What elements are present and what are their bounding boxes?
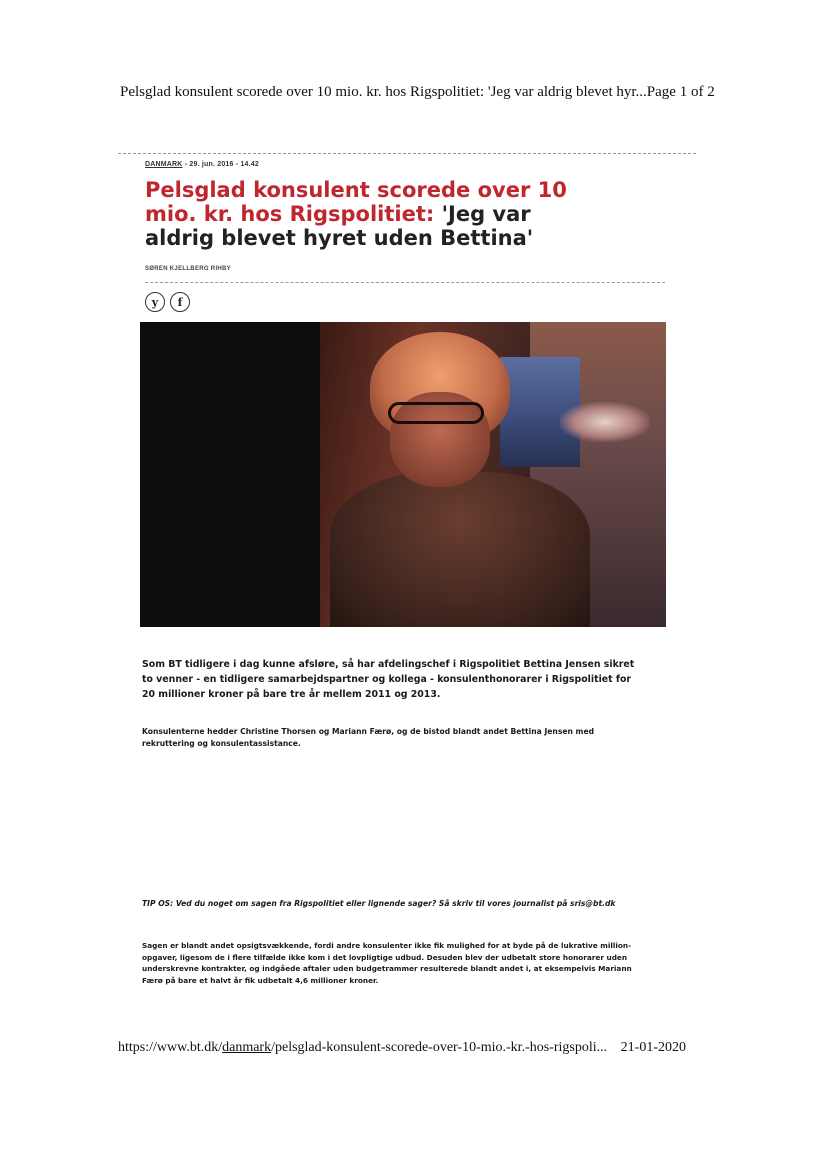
print-header-page: Page 1 of 2 <box>646 84 715 100</box>
byline: SØREN KJELLBERG RIHBY <box>145 266 231 272</box>
top-divider <box>118 153 696 154</box>
print-footer <box>118 1040 686 1056</box>
tip-email-link[interactable]: sris@bt.dk <box>570 899 616 908</box>
article-date: - 29. jun. 2016 - 14.42 <box>182 161 259 168</box>
twitter-share-button[interactable] <box>145 292 165 312</box>
article-photo <box>140 322 666 627</box>
headline-red: Pelsglad konsulent scorede over 10 mio. kr. hos Rigspolitiet: <box>145 178 567 226</box>
photo-fur-coat <box>330 472 590 627</box>
tip-text: TIP OS: Ved du noget om sagen fra Rigspolitiet eller lignende sager? Så skriv til vores journalist på <box>142 899 571 908</box>
photo-scene <box>320 322 666 627</box>
photo-decoration <box>560 402 650 442</box>
url-rest: /pelsglad-konsulent-scorede-over-10-mio.-kr.-hos-rigspoli... <box>271 1040 608 1055</box>
facebook-share-button[interactable] <box>170 292 190 312</box>
url-section: danmark <box>222 1040 272 1055</box>
print-header <box>120 84 715 101</box>
share-buttons <box>145 292 190 312</box>
paragraph-1: Som BT tidligere i dag kunne afsløre, så har afdelingschef i Rigspolitiet Bettina Jensen sikret to venner - en tidligere samarbejdspartner og kollega - konsulenthonorarer i Rigspolitiet for 20 millioner kroner på bare tre år mellem 2011 og 2013. <box>142 659 635 700</box>
article-headline <box>145 178 575 250</box>
twitter-icon: y <box>151 295 159 309</box>
photo-glasses <box>388 402 484 424</box>
article-meta <box>145 161 259 168</box>
byline-divider <box>145 282 665 283</box>
facebook-icon: f <box>177 295 183 309</box>
tip-box <box>142 898 647 909</box>
paragraph-3: Sagen er blandt andet opsigtsvækkende, fordi andre konsulenter ikke fik mulighed for at byde på de lukrative million-opgaver, ligesom de i flere tilfælde ikke kom i det lovpligtige udbud. Desuden blev der udbetalt store honorarer uden underskrevne kontrakter, og indgåede aftaler uden budgetrammer resulterede blandt andet i, at eksempelvis Mariann Færø på bare et halvt år fik udbetalt 4,6 millioner kroner. <box>142 941 632 985</box>
url-prefix: https://www.bt.dk/ <box>118 1040 223 1055</box>
headline-dark: 'Jeg var aldrig blevet hyret uden Bettina' <box>145 202 534 250</box>
paragraph-2: Konsulenterne hedder Christine Thorsen og Mariann Færø, og de bistod blandt andet Bettina Jensen med rekruttering og konsulentassistance. <box>142 727 595 748</box>
print-footer-date: 21-01-2020 <box>620 1040 686 1055</box>
section-link[interactable]: DANMARK <box>145 161 183 168</box>
print-header-title: Pelsglad konsulent scorede over 10 mio. kr. hos Rigspolitiet: 'Jeg var aldrig blevet hyr... <box>120 84 647 100</box>
print-footer-url <box>118 1040 607 1056</box>
